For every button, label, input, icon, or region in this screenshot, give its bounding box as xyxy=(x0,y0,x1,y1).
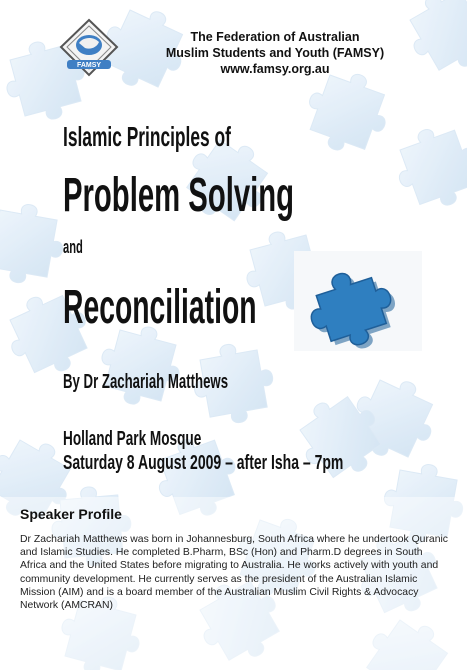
title-line-4: Reconciliation xyxy=(63,281,257,334)
org-name-line1: The Federation of Australian xyxy=(190,30,360,44)
org-website: www.famsy.org.au xyxy=(220,62,330,76)
profile-heading: Speaker Profile xyxy=(20,506,122,522)
speaker-name: By Dr Zachariah Matthews xyxy=(63,371,229,393)
event-datetime: Saturday 8 August 2009 – after Isha – 7pm xyxy=(63,452,344,474)
title-line-3: and xyxy=(63,237,83,257)
famsy-logo-icon xyxy=(57,17,121,81)
logo-text: FAMSY xyxy=(76,62,102,69)
puzzle-piece-icon xyxy=(294,251,422,351)
org-header xyxy=(140,29,410,77)
title-line-2: Problem Solving xyxy=(63,169,295,222)
venue: Holland Park Mosque xyxy=(63,428,202,450)
profile-body: Dr Zachariah Matthews was born in Johannesburg, South Africa where he undertook Quranic and Islamic Studies. He completed B.Pharm, BSc (Hon) and Pharm.D degrees in South Africa and the United States before migrating to Australia. He works actively with youth and community development. He currently serves as the president of the Australian Islamic Mission (AIM) and is a board member of the Australian Muslim Civil Rights & Advocacy Network (AMCRAN) xyxy=(20,534,448,612)
title-line-1: Islamic Principles of xyxy=(63,121,231,152)
org-name-line2: Muslim Students and Youth (FAMSY) xyxy=(165,46,385,60)
